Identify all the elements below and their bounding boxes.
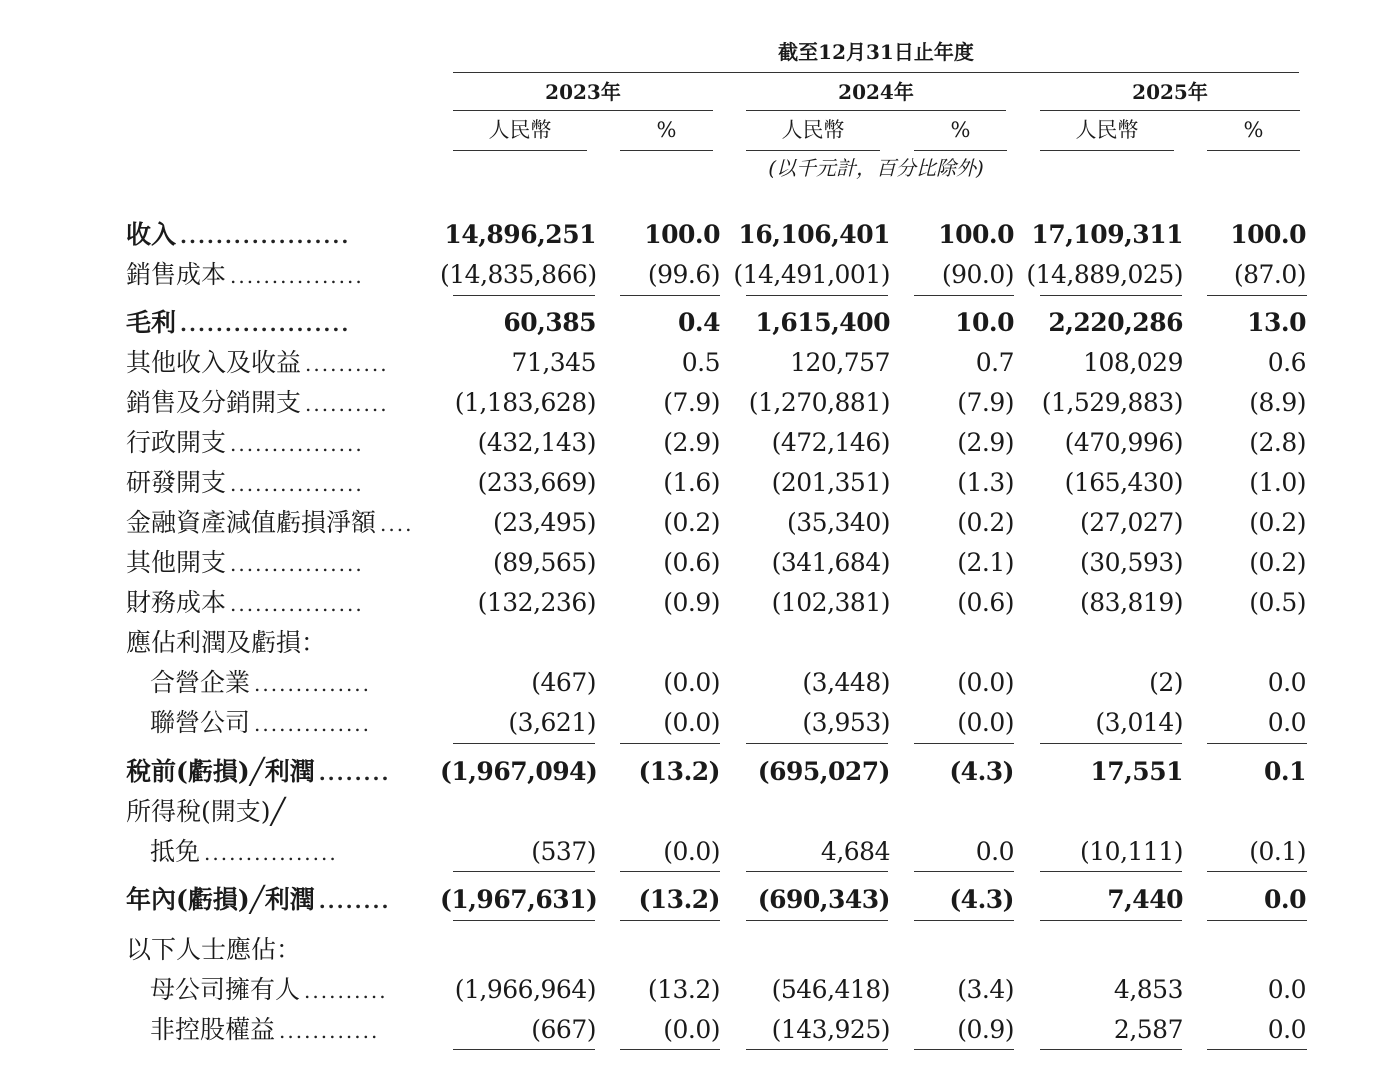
amount-cell: (14,491,001): [733, 260, 890, 289]
amount-cell: (432,143): [477, 428, 596, 457]
percent-cell: (0.2): [1249, 508, 1306, 537]
percent-cell: (1.6): [663, 468, 720, 497]
rule-after-cost-of-sales-c1: [620, 295, 720, 296]
amount-cell: 2,587: [1113, 1015, 1183, 1044]
currency-header-2025: 人民幣: [1075, 118, 1139, 142]
amount-cell: (10,111): [1080, 837, 1183, 866]
leader-dots: ....: [380, 512, 414, 536]
percent-cell: (0.6): [663, 548, 720, 577]
percent-header-2025: %: [1243, 118, 1264, 142]
rule-after-profit-c5: [1207, 920, 1307, 921]
rule-after-associates-c3: [914, 743, 1014, 744]
percent-cell: (87.0): [1233, 260, 1306, 289]
amount-cell: 108,029: [1083, 348, 1183, 377]
amount-cell: (2): [1149, 668, 1183, 697]
year-header-2024: 2024年: [838, 80, 914, 104]
row-label: [126, 255, 416, 295]
amount-cell: (143,925): [771, 1015, 890, 1044]
percent-cell: (0.2): [1249, 548, 1306, 577]
period-rule: [453, 72, 1299, 73]
table-row: [0, 583, 1374, 623]
table-row: [0, 663, 1374, 703]
subheader-rule-pct-2023: [620, 150, 713, 151]
percent-cell: (2.8): [1249, 428, 1306, 457]
rule-after-profit-c3: [914, 920, 1014, 921]
table-row: [0, 463, 1374, 503]
row-label: [126, 463, 416, 503]
row-label: [126, 583, 416, 623]
rule-after-cost-of-sales-c2: [746, 295, 888, 296]
amount-cell: (27,027): [1080, 508, 1183, 537]
row-label: [150, 703, 416, 743]
amount-cell: (89,565): [493, 548, 596, 577]
row-label: [126, 303, 416, 343]
leader-dots: ..............: [254, 712, 372, 736]
table-row: [0, 423, 1374, 463]
rule-after-associates-c0: [453, 743, 595, 744]
rule-after-profit-c0: [453, 920, 595, 921]
rule-bottom-c5: [1207, 1049, 1307, 1050]
amount-cell: (1,529,883): [1041, 388, 1183, 417]
percent-cell: (0.0): [663, 708, 720, 737]
table-row: [0, 623, 1374, 663]
currency-header-2024: 人民幣: [781, 118, 845, 142]
percent-cell: (3.4): [957, 975, 1014, 1004]
amount-cell: [1026, 623, 1183, 663]
percent-cell: (2.9): [663, 428, 720, 457]
amount-cell: (695,027): [757, 757, 890, 786]
percent-cell: 0.1: [1264, 757, 1306, 786]
table-row: [0, 543, 1374, 583]
percent-cell: [1206, 623, 1306, 663]
percent-header-2023: %: [656, 118, 677, 142]
amount-cell: (1,270,881): [748, 388, 890, 417]
table-row: [0, 703, 1374, 743]
percent-cell: (0.2): [957, 508, 1014, 537]
subheader-rule-rmb-2023: [453, 150, 587, 151]
percent-cell: (7.9): [663, 388, 720, 417]
amount-cell: (3,448): [802, 668, 890, 697]
rule-after-associates-c1: [620, 743, 720, 744]
rule-after-profit-c1: [620, 920, 720, 921]
row-label-text: 毛利: [126, 308, 177, 337]
percent-cell: [914, 792, 1014, 832]
row-label-text: 非控股權益: [150, 1015, 276, 1044]
percent-cell: (13.2): [638, 757, 720, 786]
subheader-rule-rmb-2025: [1040, 150, 1174, 151]
percent-cell: (0.6): [957, 588, 1014, 617]
row-label-text: 以下人士應佔：: [126, 935, 302, 964]
percent-cell: 10.0: [955, 308, 1014, 337]
percent-cell: 0.0: [1267, 668, 1306, 697]
leader-dots: ..........: [304, 979, 388, 1003]
amount-cell: [733, 623, 890, 663]
rule-after-associates-c4: [1040, 743, 1182, 744]
table-row: [0, 880, 1374, 920]
amount-cell: (537): [531, 837, 596, 866]
leader-dots: ...................: [180, 224, 351, 248]
percent-cell: [620, 792, 720, 832]
amount-cell: [733, 930, 890, 970]
row-label-text: 行政開支: [126, 428, 227, 457]
percent-cell: 0.5: [681, 348, 720, 377]
year-rule-2025: [1040, 110, 1300, 111]
percent-cell: (0.1): [1249, 837, 1306, 866]
rule-after-tax-c3: [914, 871, 1014, 872]
leader-dots: ........: [318, 889, 391, 913]
row-label: [126, 792, 416, 832]
amount-cell: [440, 792, 596, 832]
amount-cell: (233,669): [477, 468, 596, 497]
amount-cell: (35,340): [787, 508, 890, 537]
row-label-text: 年內(虧損)╱利潤: [126, 885, 315, 914]
percent-cell: 13.0: [1247, 308, 1306, 337]
row-label-text: 母公司擁有人: [150, 975, 301, 1004]
leader-dots: ................: [230, 432, 364, 456]
percent-cell: 100.0: [938, 220, 1014, 249]
amount-cell: 14,896,251: [444, 220, 596, 249]
percent-cell: (4.3): [949, 757, 1014, 786]
percent-cell: [620, 930, 720, 970]
rule-after-cost-of-sales-c4: [1040, 295, 1182, 296]
table-row: [0, 1010, 1374, 1050]
percent-cell: 0.0: [975, 837, 1014, 866]
amount-cell: 120,757: [790, 348, 890, 377]
rule-after-tax-c0: [453, 871, 595, 872]
leader-dots: ................: [230, 472, 364, 496]
leader-dots: ........: [318, 761, 391, 785]
percent-cell: [1206, 792, 1306, 832]
row-label: [126, 383, 416, 423]
table-row: [0, 930, 1374, 970]
amount-cell: 4,684: [820, 837, 890, 866]
rule-after-associates-c2: [746, 743, 888, 744]
percent-cell: (2.9): [957, 428, 1014, 457]
leader-dots: ................: [230, 592, 364, 616]
percent-cell: (99.6): [647, 260, 720, 289]
year-rule-2023: [453, 110, 713, 111]
percent-cell: 0.6: [1267, 348, 1306, 377]
row-label-text: 財務成本: [126, 588, 227, 617]
amount-cell: (3,621): [508, 708, 596, 737]
amount-cell: (132,236): [477, 588, 596, 617]
amount-cell: (23,495): [493, 508, 596, 537]
percent-cell: (13.2): [647, 975, 720, 1004]
row-label: [126, 752, 416, 792]
amount-cell: (165,430): [1064, 468, 1183, 497]
amount-cell: (467): [531, 668, 596, 697]
row-label: [126, 930, 416, 970]
row-label-text: 其他收入及收益: [126, 348, 302, 377]
amount-cell: (14,889,025): [1026, 260, 1183, 289]
row-label-text: 其他開支: [126, 548, 227, 577]
amount-cell: 2,220,286: [1048, 308, 1183, 337]
amount-cell: [1026, 792, 1183, 832]
percent-cell: (2.1): [957, 548, 1014, 577]
table-row: [0, 255, 1374, 295]
year-header-2023: 2023年: [545, 80, 621, 104]
row-label-text: 應佔利潤及虧損：: [126, 628, 327, 657]
row-label-text: 所得稅(開支)╱: [126, 797, 286, 826]
year-header-2025: 2025年: [1132, 80, 1208, 104]
amount-cell: (30,593): [1080, 548, 1183, 577]
percent-cell: (13.2): [638, 885, 720, 914]
percent-cell: (0.0): [663, 837, 720, 866]
percent-cell: (0.0): [663, 668, 720, 697]
rule-bottom-c4: [1040, 1049, 1182, 1050]
table-row: [0, 832, 1374, 872]
percent-cell: 0.7: [975, 348, 1014, 377]
table-row: [0, 343, 1374, 383]
percent-cell: (1.3): [957, 468, 1014, 497]
rule-after-cost-of-sales-c3: [914, 295, 1014, 296]
unit-note: (以千元計，百分比除外): [768, 156, 984, 180]
amount-cell: (201,351): [771, 468, 890, 497]
amount-cell: (546,418): [771, 975, 890, 1004]
row-label: [126, 543, 416, 583]
row-label: [126, 503, 416, 543]
row-label: [150, 970, 416, 1010]
rule-after-tax-c2: [746, 871, 888, 872]
rule-after-tax-c5: [1207, 871, 1307, 872]
percent-cell: 100.0: [644, 220, 720, 249]
row-label: [126, 215, 416, 255]
table-row: [0, 383, 1374, 423]
amount-cell: (690,343): [757, 885, 890, 914]
amount-cell: [1026, 930, 1183, 970]
amount-cell: (1,967,631): [440, 885, 598, 914]
row-label: [126, 623, 416, 663]
rule-bottom-c2: [746, 1049, 888, 1050]
amount-cell: (1,183,628): [454, 388, 596, 417]
subheader-rule-pct-2025: [1207, 150, 1300, 151]
percent-cell: 0.4: [678, 308, 720, 337]
percent-cell: 0.0: [1267, 975, 1306, 1004]
rule-after-tax-c4: [1040, 871, 1182, 872]
percent-cell: (90.0): [941, 260, 1014, 289]
percent-cell: (0.5): [1249, 588, 1306, 617]
subheader-rule-pct-2024: [914, 150, 1007, 151]
amount-cell: 17,109,311: [1031, 220, 1183, 249]
percent-cell: (0.2): [663, 508, 720, 537]
row-label-text: 合營企業: [150, 668, 251, 697]
leader-dots: ..........: [305, 392, 389, 416]
percent-cell: (0.9): [663, 588, 720, 617]
percent-cell: 0.0: [1267, 1015, 1306, 1044]
table-row: [0, 792, 1374, 832]
period-header: 截至12月31日止年度: [778, 40, 974, 64]
amount-cell: (341,684): [771, 548, 890, 577]
row-label-text: 銷售成本: [126, 260, 227, 289]
table-row: [0, 303, 1374, 343]
table-row: [0, 215, 1374, 255]
percent-cell: (0.0): [957, 708, 1014, 737]
amount-cell: (102,381): [771, 588, 890, 617]
percent-cell: (8.9): [1249, 388, 1306, 417]
percent-cell: (0.9): [957, 1015, 1014, 1044]
row-label: [126, 880, 416, 920]
leader-dots: ................: [230, 552, 364, 576]
percent-cell: (0.0): [663, 1015, 720, 1044]
percent-cell: 100.0: [1230, 220, 1306, 249]
rule-bottom-c0: [453, 1049, 595, 1050]
amount-cell: 17,551: [1090, 757, 1183, 786]
row-label-text: 聯營公司: [150, 708, 251, 737]
percent-cell: (4.3): [949, 885, 1014, 914]
row-label-text: 稅前(虧損)╱利潤: [126, 757, 315, 786]
amount-cell: 60,385: [503, 308, 596, 337]
amount-cell: (470,996): [1064, 428, 1183, 457]
amount-cell: 71,345: [511, 348, 596, 377]
amount-cell: (1,966,964): [454, 975, 596, 1004]
table-row: [0, 752, 1374, 792]
row-label: [126, 343, 416, 383]
leader-dots: ..............: [254, 672, 372, 696]
percent-cell: (1.0): [1249, 468, 1306, 497]
row-label: [126, 423, 416, 463]
percent-cell: (7.9): [957, 388, 1014, 417]
row-label-text: 收入: [126, 220, 177, 249]
amount-cell: 4,853: [1113, 975, 1183, 1004]
amount-cell: [440, 930, 596, 970]
rule-bottom-c3: [914, 1049, 1014, 1050]
currency-header-2023: 人民幣: [488, 118, 552, 142]
leader-dots: ................: [230, 264, 364, 288]
rule-after-cost-of-sales-c0: [453, 295, 595, 296]
rule-after-tax-c1: [620, 871, 720, 872]
row-label: [150, 1010, 416, 1050]
amount-cell: (1,967,094): [440, 757, 598, 786]
row-label-text: 抵免: [150, 837, 201, 866]
percent-cell: [914, 930, 1014, 970]
percent-cell: [620, 623, 720, 663]
percent-cell: [1206, 930, 1306, 970]
amount-cell: [733, 792, 890, 832]
amount-cell: (14,835,866): [440, 260, 597, 289]
leader-dots: ................: [204, 841, 338, 865]
percent-header-2024: %: [950, 118, 971, 142]
amount-cell: 1,615,400: [755, 308, 890, 337]
leader-dots: ............: [279, 1019, 380, 1043]
percent-cell: 0.0: [1267, 708, 1306, 737]
rule-bottom-c1: [620, 1049, 720, 1050]
rule-after-cost-of-sales-c5: [1207, 295, 1307, 296]
row-label-text: 銷售及分銷開支: [126, 388, 302, 417]
row-label-text: 金融資產減值虧損淨額: [126, 508, 377, 537]
percent-cell: 0.0: [1264, 885, 1306, 914]
rule-after-profit-c4: [1040, 920, 1182, 921]
amount-cell: (667): [531, 1015, 596, 1044]
leader-dots: ...................: [180, 312, 351, 336]
table-row: [0, 503, 1374, 543]
row-label: [150, 663, 416, 703]
amount-cell: [440, 623, 596, 663]
percent-cell: (0.0): [957, 668, 1014, 697]
row-label-text: 研發開支: [126, 468, 227, 497]
amount-cell: (3,014): [1095, 708, 1183, 737]
leader-dots: ..........: [305, 352, 389, 376]
subheader-rule-rmb-2024: [746, 150, 880, 151]
rule-after-profit-c2: [746, 920, 888, 921]
amount-cell: (472,146): [771, 428, 890, 457]
amount-cell: 7,440: [1107, 885, 1183, 914]
amount-cell: (83,819): [1080, 588, 1183, 617]
percent-cell: [914, 623, 1014, 663]
row-label: [150, 832, 416, 872]
amount-cell: (3,953): [802, 708, 890, 737]
rule-after-associates-c5: [1207, 743, 1307, 744]
amount-cell: 16,106,401: [738, 220, 890, 249]
table-row: [0, 970, 1374, 1010]
year-rule-2024: [746, 110, 1006, 111]
